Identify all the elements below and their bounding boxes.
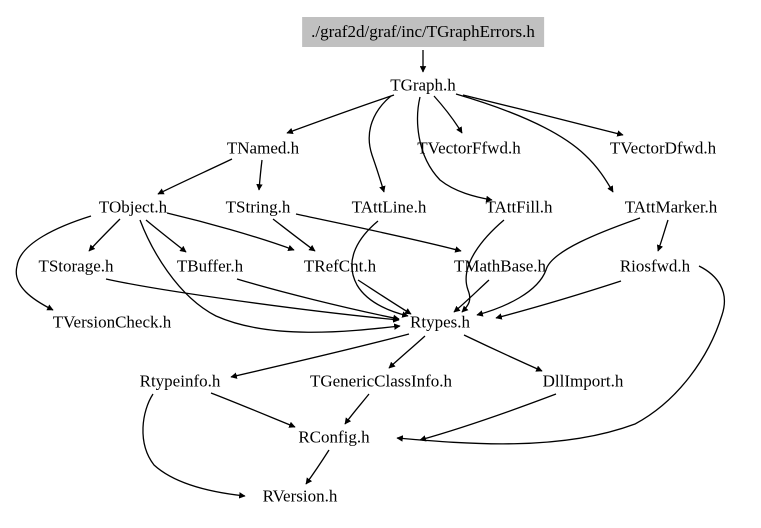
node-tstorage[interactable]: TStorage.h [38, 256, 114, 276]
node-tnamed[interactable]: TNamed.h [226, 138, 300, 158]
node-tmathbase[interactable]: TMathBase.h [453, 256, 547, 276]
node-tvectorffwd[interactable]: TVectorFfwd.h [417, 138, 521, 158]
node-tvectordfwd[interactable]: TVectorDfwd.h [609, 138, 717, 158]
node-tbuffer[interactable]: TBuffer.h [176, 256, 244, 276]
node-tstring[interactable]: TString.h [225, 197, 291, 217]
node-tgenericclassinfo[interactable]: TGenericClassInfo.h [309, 371, 453, 391]
node-tattmarker[interactable]: TAttMarker.h [624, 197, 718, 217]
node-rversion[interactable]: RVersion.h [262, 486, 338, 506]
node-tgraph[interactable]: TGraph.h [390, 75, 456, 95]
node-rtypes[interactable]: Rtypes.h [410, 312, 470, 332]
node-tattfill[interactable]: TAttFill.h [485, 197, 553, 217]
node-root[interactable]: ./graf2d/graf/inc/TGraphErrors.h [302, 17, 544, 47]
node-dllimport[interactable]: DllImport.h [542, 371, 624, 391]
node-riosfwd[interactable]: Riosfwd.h [619, 256, 691, 276]
node-tattline[interactable]: TAttLine.h [351, 197, 427, 217]
node-rconfig[interactable]: RConfig.h [298, 427, 370, 447]
node-trefcnt[interactable]: TRefCnt.h [303, 256, 377, 276]
node-tversioncheck[interactable]: TVersionCheck.h [52, 312, 172, 332]
node-rtypeinfo[interactable]: Rtypeinfo.h [139, 371, 221, 391]
node-tobject[interactable]: TObject.h [98, 197, 168, 217]
